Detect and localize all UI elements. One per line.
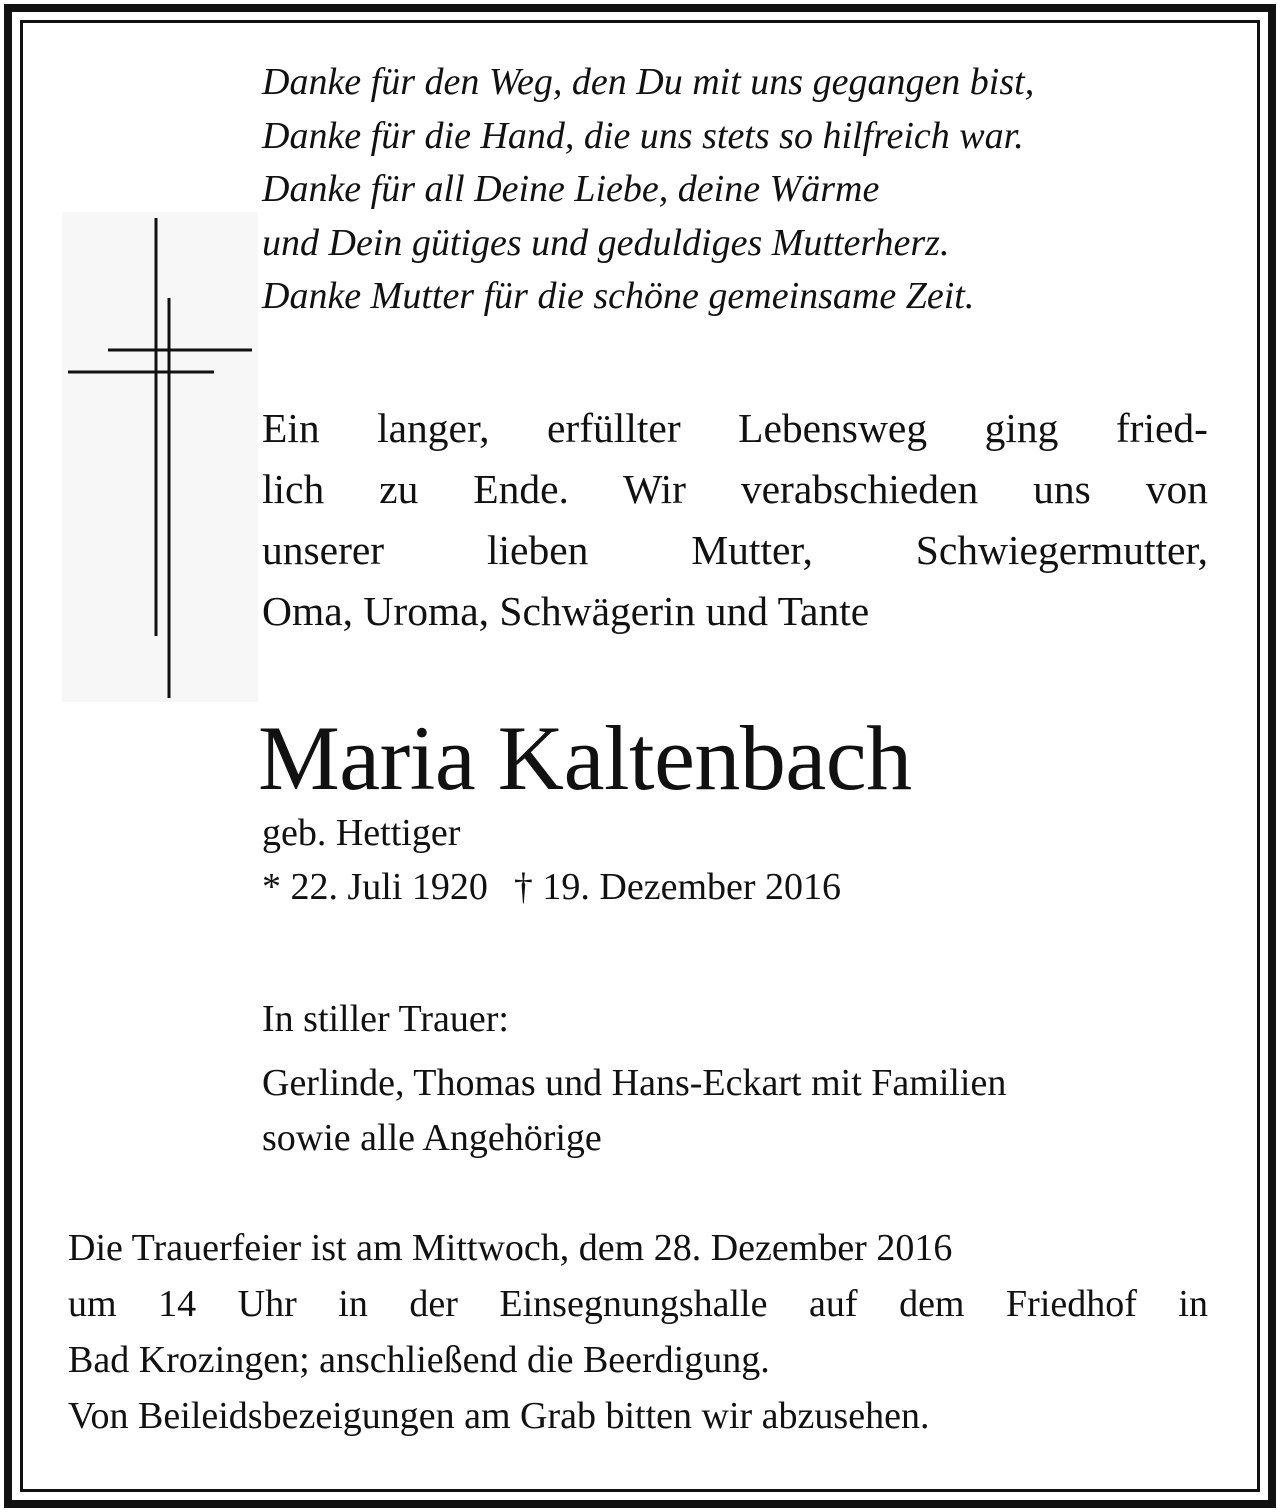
service-line: Die Trauerfeier ist am Mittwoch, dem 28. Dezember 2016 [68,1227,953,1269]
mourners-line: sowie alle Angehörige [262,1117,602,1159]
service-line: Bad Krozingen; anschließend die Beerdigung. [68,1339,770,1381]
intro-line: unserer lieben Mutter, Schwiegermutter, [262,527,1208,573]
service-line: um 14 Uhr in der Einsegnungshalle auf dem Friedhof in [68,1283,1208,1325]
poem-line: Danke für all Deine Liebe, deine Wärme [262,168,880,210]
intro-line: lich zu Ende. Wir verabschieden uns von [262,466,1208,512]
deceased-name: Maria Kaltenbach [258,707,912,809]
intro-line: Oma, Uroma, Schwägerin und Tante [262,588,870,634]
intro-text [262,398,1208,642]
cross-icon-graphic [62,212,258,702]
service-info [68,1220,1208,1444]
poem-line: Danke Mutter für die schöne gemeinsame Zeit. [262,275,975,317]
cross-icon [62,212,258,702]
mourners-list [262,1056,1006,1166]
life-dates [262,862,841,912]
birth-name: geb. Hettiger [262,812,461,854]
death-date: † 19. Dezember 2016 [513,866,842,908]
mourning-label: In stiller Trauer: [262,998,509,1040]
poem-line: Danke für den Weg, den Du mit uns gegangen bist, [262,61,1035,103]
service-line: Von Beileidsbezeigungen am Grab bitten wir abzusehen. [68,1395,930,1437]
intro-line: Ein langer, erfüllter Lebensweg ging fried- [262,405,1208,451]
mourners-line: Gerlinde, Thomas und Hans-Eckart mit Familien [262,1062,1007,1104]
poem-line: und Dein gütiges und geduldiges Mutterherz. [262,221,950,264]
birth-date: * 22. Juli 1920 [262,866,488,908]
poem-line: Danke für die Hand, die uns stets so hilfreich war. [262,114,1024,157]
poem [262,56,1222,324]
